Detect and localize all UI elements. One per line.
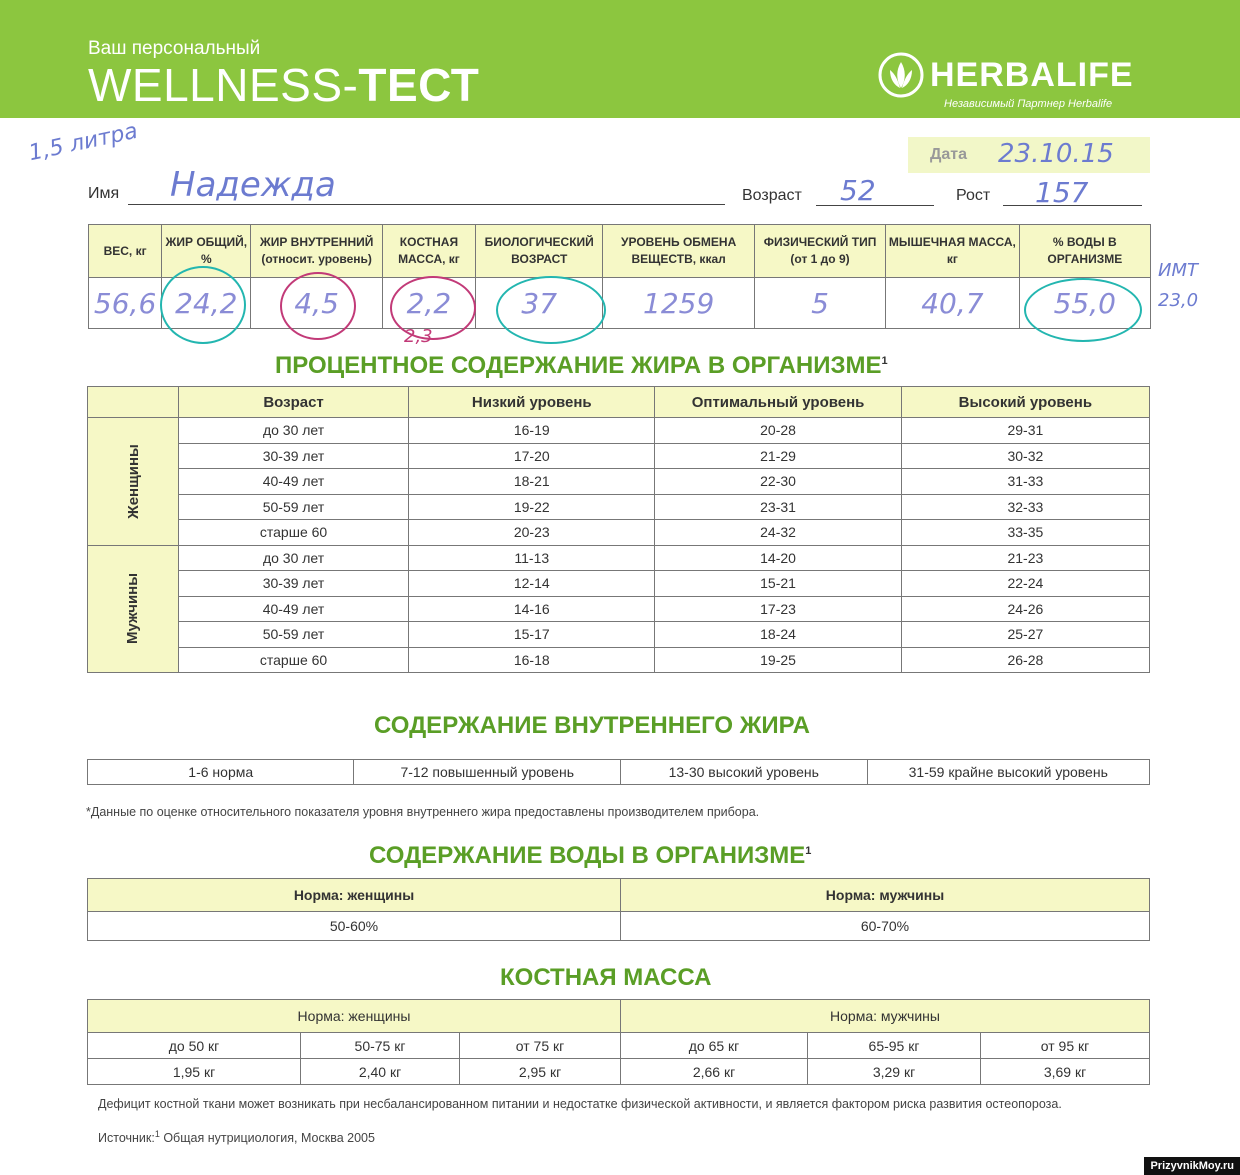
cell: от 95 кг <box>981 1033 1150 1059</box>
header-water-percent: % ВОДЫ В ОРГАНИЗМЕ <box>1019 225 1150 278</box>
header-bone-mass: КОСТНАЯ МАССА, кг <box>382 225 475 278</box>
cell: 11-13 <box>409 545 655 571</box>
water-section-title <box>369 842 811 870</box>
age-label: Возраст <box>742 187 802 204</box>
value-bio-age: 37 <box>476 278 603 329</box>
handwritten-height: 157 <box>1035 176 1089 209</box>
table-row <box>88 1000 1150 1033</box>
value-metabolism: 1259 <box>603 278 754 329</box>
fat-section-title <box>275 352 888 380</box>
table-row <box>88 912 1150 941</box>
header-subtitle: Ваш персональный <box>88 38 261 59</box>
herbalife-logo <box>878 52 1178 112</box>
men-label-text: Мужчины <box>124 573 142 645</box>
cell: до 30 лет <box>178 545 408 571</box>
cell: 50-75 кг <box>301 1033 460 1059</box>
cell: 25-27 <box>901 622 1149 648</box>
visceral-level-1: 1-6 норма <box>88 760 354 785</box>
visceral-fat-table <box>87 759 1150 785</box>
table-row <box>88 520 1150 546</box>
cell: старше 60 <box>178 647 408 673</box>
cell: 3,69 кг <box>981 1059 1150 1085</box>
cell: 19-25 <box>655 647 901 673</box>
header-bio-age: БИОЛОГИЧЕСКИЙ ВОЗРАСТ <box>476 225 603 278</box>
cell: 32-33 <box>901 494 1149 520</box>
table-row <box>88 879 1150 912</box>
cell: 26-28 <box>901 647 1149 673</box>
table-row <box>88 1033 1150 1059</box>
cell: 2,95 кг <box>460 1059 621 1085</box>
cell: 24-32 <box>655 520 901 546</box>
cell: от 75 кг <box>460 1033 621 1059</box>
brand-name: HERBALIFE <box>930 56 1134 94</box>
header-muscle-mass: МЫШЕЧНАЯ МАССА, кг <box>886 225 1019 278</box>
cell: 22-30 <box>655 469 901 495</box>
value-total-fat: 24,2 <box>162 278 251 329</box>
water-title-sup: 1 <box>805 845 812 857</box>
table-row <box>88 443 1150 469</box>
cell: старше 60 <box>178 520 408 546</box>
fat-corner-cell <box>88 387 179 418</box>
bone-header-women: Норма: женщины <box>88 1000 621 1033</box>
measurements-value-row <box>89 278 1151 329</box>
measurements-header-row <box>89 225 1151 278</box>
table-row <box>88 647 1150 673</box>
cell: 16-18 <box>409 647 655 673</box>
header-title-accent: ТЕСТ <box>358 59 480 111</box>
cell: 29-31 <box>901 418 1149 444</box>
visceral-section-title: СОДЕРЖАНИЕ ВНУТРЕННЕГО ЖИРА <box>374 712 810 739</box>
header-title <box>88 58 479 112</box>
cell: 17-23 <box>655 596 901 622</box>
handwritten-bmi: ИМТ 23,0 <box>1158 260 1199 311</box>
water-table <box>87 878 1150 941</box>
handwritten-date: 23.10.15 <box>998 139 1114 169</box>
cell: 21-23 <box>901 545 1149 571</box>
header-banner <box>0 0 1240 118</box>
bone-section-title: КОСТНАЯ МАССА <box>500 964 712 991</box>
cell: 15-21 <box>655 571 901 597</box>
cell: 30-32 <box>901 443 1149 469</box>
pink-circle-bone <box>390 276 476 340</box>
measurements-table <box>88 224 1151 329</box>
brand-subtitle: Независимый Партнер Herbalife <box>944 98 1113 110</box>
table-row <box>88 622 1150 648</box>
bone-note: Дефицит костной ткани может возникать при несбалансированном питании и недостатке физической активности, и является фактором риска развития остеопороза. <box>98 1097 1062 1111</box>
cell: 15-17 <box>409 622 655 648</box>
table-row <box>88 596 1150 622</box>
cell: 20-28 <box>655 418 901 444</box>
cell: 23-31 <box>655 494 901 520</box>
cell: 3,29 кг <box>808 1059 981 1085</box>
source-text: Общая нутрициология, Москва 2005 <box>159 1131 375 1146</box>
cell: до 30 лет <box>178 418 408 444</box>
handwritten-margin-note: 1,5 литра <box>26 118 140 167</box>
cell: 31-33 <box>901 469 1149 495</box>
herbalife-leaf-icon <box>878 52 924 98</box>
fat-col-high: Высокий уровень <box>901 387 1149 418</box>
date-box <box>908 137 1150 173</box>
cell: до 50 кг <box>88 1033 301 1059</box>
date-label: Дата <box>930 146 968 163</box>
handwritten-age: 52 <box>840 174 876 207</box>
cell: 14-20 <box>655 545 901 571</box>
cell: 22-24 <box>901 571 1149 597</box>
cell: 50-59 лет <box>178 622 408 648</box>
name-label: Имя <box>88 185 120 202</box>
handwritten-bone-note: 2,3 <box>404 326 433 347</box>
cell: 20-23 <box>409 520 655 546</box>
water-value-women: 50-60% <box>88 912 621 941</box>
cell: до 65 кг <box>621 1033 808 1059</box>
cell: 1,95 кг <box>88 1059 301 1085</box>
source-prefix: Источник: <box>98 1131 155 1146</box>
table-row <box>88 571 1150 597</box>
water-value-men: 60-70% <box>621 912 1150 941</box>
source-line <box>98 1129 375 1145</box>
cell: 21-29 <box>655 443 901 469</box>
bone-header-men: Норма: мужчины <box>621 1000 1150 1033</box>
table-row <box>88 1059 1150 1085</box>
table-row <box>88 545 1150 571</box>
cell: 2,40 кг <box>301 1059 460 1085</box>
cell: 65-95 кг <box>808 1033 981 1059</box>
fat-col-age: Возраст <box>178 387 408 418</box>
teal-circle-water <box>1024 278 1142 342</box>
fat-title-sup: 1 <box>881 355 888 367</box>
visceral-note: *Данные по оценке относительного показателя уровня внутреннего жира предоставлены производителем прибора. <box>86 805 760 819</box>
cell: 2,66 кг <box>621 1059 808 1085</box>
cell: 30-39 лет <box>178 443 408 469</box>
fat-title-text: ПРОЦЕНТНОЕ СОДЕРЖАНИЕ ЖИРА В ОРГАНИЗМЕ <box>275 352 882 379</box>
fat-percent-table <box>87 386 1150 673</box>
water-header-women: Норма: женщины <box>88 879 621 912</box>
water-title-text: СОДЕРЖАНИЕ ВОДЫ В ОРГАНИЗМЕ <box>369 842 806 869</box>
watermark: PrizyvnikMoy.ru <box>1144 1157 1240 1175</box>
water-header-men: Норма: мужчины <box>621 879 1150 912</box>
cell: 16-19 <box>409 418 655 444</box>
cell: 40-49 лет <box>178 469 408 495</box>
value-weight: 56,6 <box>89 278 162 329</box>
value-muscle-mass: 40,7 <box>886 278 1019 329</box>
value-physical-type: 5 <box>754 278 885 329</box>
bone-mass-table <box>87 999 1150 1085</box>
cell: 40-49 лет <box>178 596 408 622</box>
men-group-label <box>88 545 179 673</box>
women-group-label <box>88 418 179 546</box>
header-physical-type: ФИЗИЧЕСКИЙ ТИП (от 1 до 9) <box>754 225 885 278</box>
cell: 18-21 <box>409 469 655 495</box>
value-visceral-fat: 4,5 <box>251 278 382 329</box>
cell: 12-14 <box>409 571 655 597</box>
visceral-level-3: 13-30 высокий уровень <box>621 760 868 785</box>
source-sup: 1 <box>154 1129 160 1139</box>
visceral-level-4: 31-59 крайне высокий уровень <box>867 760 1149 785</box>
header-title-main: WELLNESS- <box>88 59 359 111</box>
table-row <box>88 760 1150 785</box>
header-visceral-fat: ЖИР ВНУТРЕННИЙ (относит. уровень) <box>251 225 382 278</box>
teal-circle-bioage <box>496 276 606 344</box>
cell: 14-16 <box>409 596 655 622</box>
handwritten-name: Надежда <box>170 165 336 205</box>
header-metabolism: УРОВЕНЬ ОБМЕНА ВЕЩЕСТВ, ккал <box>603 225 754 278</box>
cell: 50-59 лет <box>178 494 408 520</box>
value-bone-mass: 2,2 <box>382 278 475 329</box>
women-label-text: Женщины <box>124 443 142 519</box>
header-weight: ВЕС, кг <box>89 225 162 278</box>
cell: 24-26 <box>901 596 1149 622</box>
header-total-fat: ЖИР ОБЩИЙ, % <box>162 225 251 278</box>
cell: 30-39 лет <box>178 571 408 597</box>
visceral-level-2: 7-12 повышенный уровень <box>354 760 621 785</box>
cell: 17-20 <box>409 443 655 469</box>
height-label: Рост <box>956 187 991 204</box>
table-row <box>88 494 1150 520</box>
pink-circle-visceral <box>280 272 356 340</box>
cell: 33-35 <box>901 520 1149 546</box>
fat-col-optimal: Оптимальный уровень <box>655 387 901 418</box>
fat-col-low: Низкий уровень <box>409 387 655 418</box>
value-water-percent: 55,0 <box>1019 278 1150 329</box>
table-row <box>88 469 1150 495</box>
teal-circle-fat <box>160 266 246 344</box>
cell: 19-22 <box>409 494 655 520</box>
table-row <box>88 418 1150 444</box>
cell: 18-24 <box>655 622 901 648</box>
